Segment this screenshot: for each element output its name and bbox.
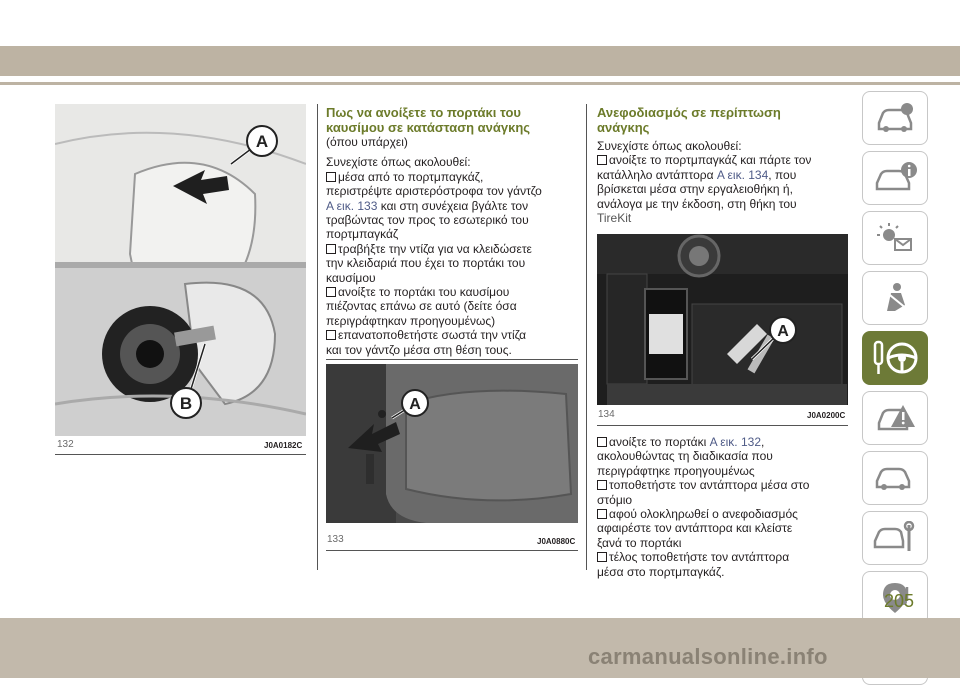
figure-134-number: 134 <box>598 409 615 420</box>
lights-message-icon <box>873 221 917 255</box>
section1-step-1: μέσα από το πορτμπαγκάζ, <box>326 170 580 184</box>
figure-133-code: J0A0880C <box>537 537 576 546</box>
section2-step-4-line2: αφαιρέστε τον αντάπτορα και κλείστε <box>597 521 793 536</box>
tab-lights-messages[interactable] <box>862 211 928 265</box>
top-rule <box>0 82 960 85</box>
section2-steps-continued <box>597 435 852 579</box>
section1-step-4-line2: και τον γάντζο μέσα στη θέση τους. <box>326 342 512 357</box>
car-maintenance-icon <box>873 461 917 495</box>
figure-134-rule <box>597 425 848 426</box>
figure-132-callout-a: A <box>255 132 269 151</box>
section2-step-2-line3: περιγράφτηκε προηγουμένως <box>597 463 755 478</box>
figure-133-image <box>326 364 578 523</box>
section2-step-1-line5: TireKit <box>597 211 632 226</box>
car-wrench-icon <box>873 521 917 555</box>
section1-step-4: επανατοποθετήστε σωστά την ντίζα <box>326 328 580 342</box>
section-fuel-door-emergency <box>326 105 580 357</box>
section2-title-line2: ανάγκης <box>597 120 650 135</box>
tab-car-info-i[interactable] <box>862 151 928 205</box>
section1-step-1-line5: πορτμπαγκάζ <box>326 227 399 242</box>
section2-step-5: τέλος τοποθετήστε τον αντάπτορα <box>597 550 852 564</box>
section2-step-2: ανοίξτε το πορτάκι A εικ. 132, <box>597 435 852 449</box>
key-steering-icon <box>869 338 921 378</box>
figure-132-image <box>55 104 306 436</box>
section1-step-1-line4: τραβώντας τον προς το εσωτερικό του <box>326 213 529 228</box>
section1-title-line2: καυσίμου σε κατάσταση ανάγκης <box>326 120 531 135</box>
section1-step-2-line3: καυσίμου <box>326 270 376 285</box>
section2-step-4-line3: ξανά το πορτάκι <box>597 535 682 550</box>
figure-132-number: 132 <box>57 439 74 450</box>
tab-emergency[interactable] <box>862 391 928 445</box>
section2-step-1-line3: βρίσκεται μέσα στην εργαλειοθήκη ή, <box>597 182 793 197</box>
section2-step-3: τοποθετήστε τον αντάπτορα μέσα στο <box>597 478 852 492</box>
section1-subtitle: (όπου υπάρχει) <box>326 135 408 149</box>
figure-133-callout-a: A <box>409 396 421 413</box>
tab-technical[interactable] <box>862 511 928 565</box>
page-number: 205 <box>884 591 915 611</box>
section2-step-3-line2: στόμιο <box>597 492 633 507</box>
section-emergency-refuel <box>597 105 852 225</box>
warning-triangle-car-icon <box>873 401 917 435</box>
figure-134-callout-a: A <box>777 323 789 340</box>
watermark: carmanualsonline.info <box>588 644 828 669</box>
tab-starting-driving[interactable] <box>862 331 928 385</box>
top-band <box>0 46 960 76</box>
tab-safety[interactable] <box>862 271 928 325</box>
seat-safety-icon <box>873 281 917 315</box>
section2-step-1-line4: ανάλογα με την έκδοση, στη θήκη του <box>597 196 797 211</box>
car-info-i-icon <box>873 161 917 195</box>
section1-step-3-line3: περιγράφτηκαν προηγουμένως) <box>326 313 496 328</box>
car-info-icon <box>873 101 917 135</box>
section1-step-3-line2: πιέζοντας επάνω σε αυτό (δείτε όσα <box>326 299 517 314</box>
section2-intro: Συνεχίστε όπως ακολουθεί: <box>597 139 742 153</box>
section1-intro: Συνεχίστε όπως ακολουθεί: <box>326 155 471 170</box>
column-divider-1 <box>317 104 318 570</box>
section2-step-5-line2: μέσα στο πορτμπαγκάζ. <box>597 564 725 579</box>
figure-134-image <box>597 234 848 405</box>
tab-car-info[interactable] <box>862 91 928 145</box>
figure-133-top-rule <box>326 359 578 360</box>
section2-step-2-line2: ακολουθώντας τη διαδικασία που <box>597 449 773 464</box>
section2-step-1: ανοίξτε το πορτμπαγκάζ και πάρτε τον <box>597 153 852 167</box>
section1-step-1-line3: A εικ. 133 και στη συνέχεια βγάλτε τον <box>326 198 529 213</box>
section2-step-4: αφού ολοκληρωθεί ο ανεφοδιασμός <box>597 507 852 521</box>
section1-step-1-line2: περιστρέψτε αριστερόστροφα τον γάντζο <box>326 184 542 199</box>
figure-134-code: J0A0200C <box>807 411 846 420</box>
column-divider-2 <box>586 104 587 570</box>
section1-step-3: ανοίξτε το πορτάκι του καυσίμου <box>326 285 580 299</box>
section2-step-1-line2: κατάλληλο αντάπτορα A εικ. 134, που <box>597 167 797 182</box>
section1-title-line1: Πως να ανοίξετε το πορτάκι του <box>326 105 521 120</box>
figure-132-code: J0A0182C <box>264 441 303 450</box>
figure-132-rule <box>55 454 306 455</box>
section1-step-2: τραβήξτε την ντίζα για να κλειδώσετε <box>326 242 580 256</box>
section1-step-2-line2: την κλειδαριά που έχει το πορτάκι του <box>326 256 526 271</box>
figure-133-rule <box>326 550 578 551</box>
section2-title-line1: Ανεφοδιασμός σε περίπτωση <box>597 105 781 120</box>
figure-132-callout-b: B <box>179 394 193 413</box>
tab-maintenance[interactable] <box>862 451 928 505</box>
figure-133-number: 133 <box>327 534 344 545</box>
